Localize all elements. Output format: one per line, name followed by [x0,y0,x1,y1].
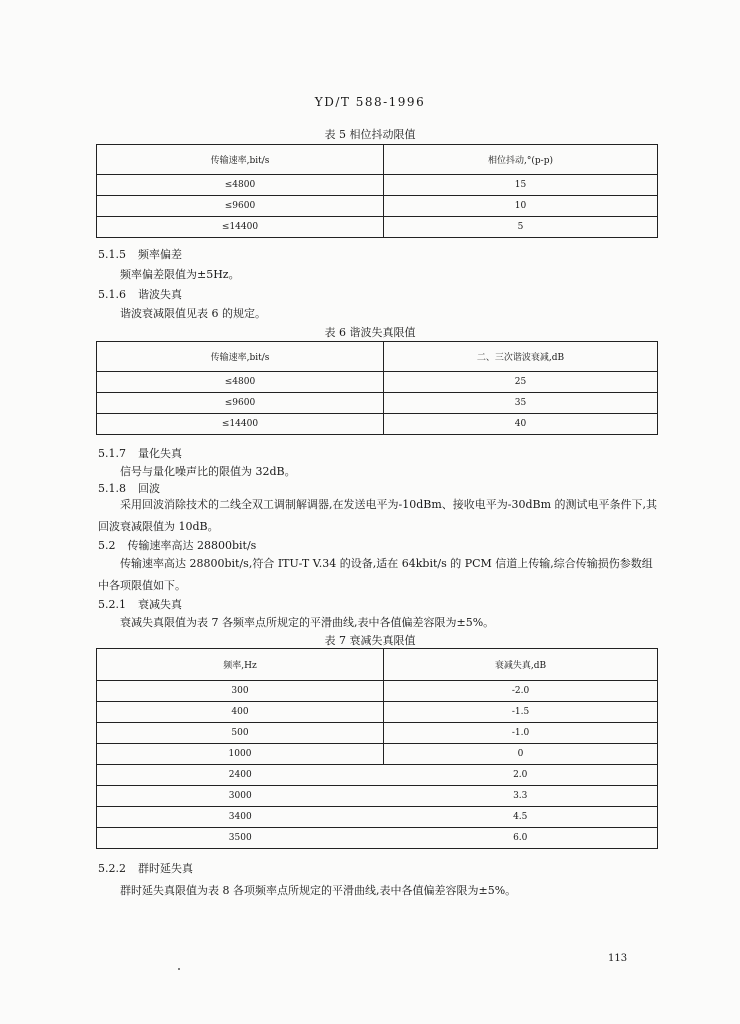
section-5-1-7-heading [98,445,182,461]
table-row [97,723,658,744]
table6-cell-rate: ≤14400 [97,414,384,435]
section-number: 5.1.6 [98,288,126,301]
table6-cell-rate: ≤4800 [97,372,384,393]
table-row [97,765,658,786]
table5-cell-rate: ≤9600 [97,196,384,217]
table7 [96,648,658,849]
section-number: 5.1.8 [98,482,126,495]
table6-cell-rate: ≤9600 [97,393,384,414]
section-5-2-heading [98,537,256,553]
table-row [97,786,658,807]
section-5-1-6-text: 谐波衰减限值见表 6 的规定。 [120,307,266,320]
section-5-1-5-text: 频率偏差限值为±5Hz。 [120,268,240,281]
table-row [97,372,658,393]
section-number: 5.1.7 [98,447,126,460]
section-number: 5.1.5 [98,248,126,261]
table7-cell-freq: 3500 [97,828,384,849]
table7-caption: 表 7 衰减失真限值 [324,634,416,647]
section-5-2-1-text: 衰减失真限值为表 7 各频率点所规定的平滑曲线,表中各值偏差容限为±5%。 [120,616,495,629]
table-row [97,196,658,217]
table5-header-value: 相位抖动,°(p-p) [384,145,658,175]
section-title: 频率偏差 [138,248,182,261]
table6-header-value: 二、三次谐波衰减,dB [384,342,658,372]
table6-cell-value: 25 [384,372,658,393]
table6-cell-value: 35 [384,393,658,414]
section-number: 5.2.1 [98,598,126,611]
section-5-2-2-heading [98,860,193,876]
table7-cell-value: 0 [384,744,658,765]
table-row [97,681,658,702]
section-title: 谐波失真 [138,288,182,301]
table5-cell-value: 15 [384,175,658,196]
table7-cell-freq: 1000 [97,744,384,765]
table-row [97,393,658,414]
table5-cell-value: 10 [384,196,658,217]
table7-cell-freq: 300 [97,681,384,702]
table7-cell-freq: 500 [97,723,384,744]
table7-cell-value: -2.0 [384,681,658,702]
section-5-1-8-text: 采用回波消除技术的二线全双工调制解调器,在发送电平为-10dBm、接收电平为-30dBm 的测试电平条件下,其回波衰减限值为 10dB。 [98,498,658,533]
table7-cell-value: 2.0 [384,765,658,786]
table7-header-freq: 频率,Hz [223,661,257,671]
table7-cell-value: 6.0 [384,828,658,849]
table7-cell-value: -1.5 [384,702,658,723]
section-title: 量化失真 [138,447,182,460]
table7-cell-freq: 400 [97,702,384,723]
section-title: 回波 [138,482,160,495]
table5-cell-rate: ≤14400 [97,217,384,238]
page-number: 113 [608,953,628,964]
table7-cell-freq: 3400 [97,807,384,828]
table5-cell-rate: ≤4800 [97,175,384,196]
page-header: YD/T 588-1996 [314,95,426,109]
section-number: 5.2.2 [98,862,126,875]
scan-speck [178,968,180,970]
table-row [97,807,658,828]
table5-cell-value: 5 [384,217,658,238]
section-5-2-text: 传输速率高达 28800bit/s,符合 ITU-T V.34 的设备,适在 64kbit/s 的 PCM 信道上传输,综合传输损伤参数组中各项限值如下。 [98,557,653,592]
table6-caption: 表 6 谐波失真限值 [324,326,416,339]
section-5-1-7-text: 信号与量化噪声比的限值为 32dB。 [120,465,296,478]
table5 [96,144,658,238]
section-title: 群时延失真 [138,862,193,875]
table7-cell-value: -1.0 [384,723,658,744]
table7-header-value: 衰减失真,dB [384,649,658,681]
section-title: 传输速率高达 28800bit/s [127,539,257,552]
section-title: 衰减失真 [138,598,182,611]
table7-cell-freq: 2400 [97,765,384,786]
table7-cell-value: 3.3 [384,786,658,807]
section-5-1-5-heading [98,246,182,262]
section-5-1-6-heading [98,286,182,302]
table-row [97,702,658,723]
table-row [97,175,658,196]
section-number: 5.2 [98,539,116,552]
table-row [97,828,658,849]
table7-cell-value: 4.5 [384,807,658,828]
table-row [97,414,658,435]
table6 [96,341,658,435]
table-row [97,744,658,765]
table5-caption: 表 5 相位抖动限值 [324,128,416,141]
table6-header-rate: 传输速率,bit/s [210,353,270,363]
table-row [97,217,658,238]
table5-header-rate: 传输速率,bit/s [210,156,270,166]
section-5-2-2-text: 群时延失真限值为表 8 各项频率点所规定的平滑曲线,表中各值偏差容限为±5%。 [120,884,517,897]
table7-cell-freq: 3000 [97,786,384,807]
section-5-2-1-heading [98,596,182,612]
table6-cell-value: 40 [384,414,658,435]
